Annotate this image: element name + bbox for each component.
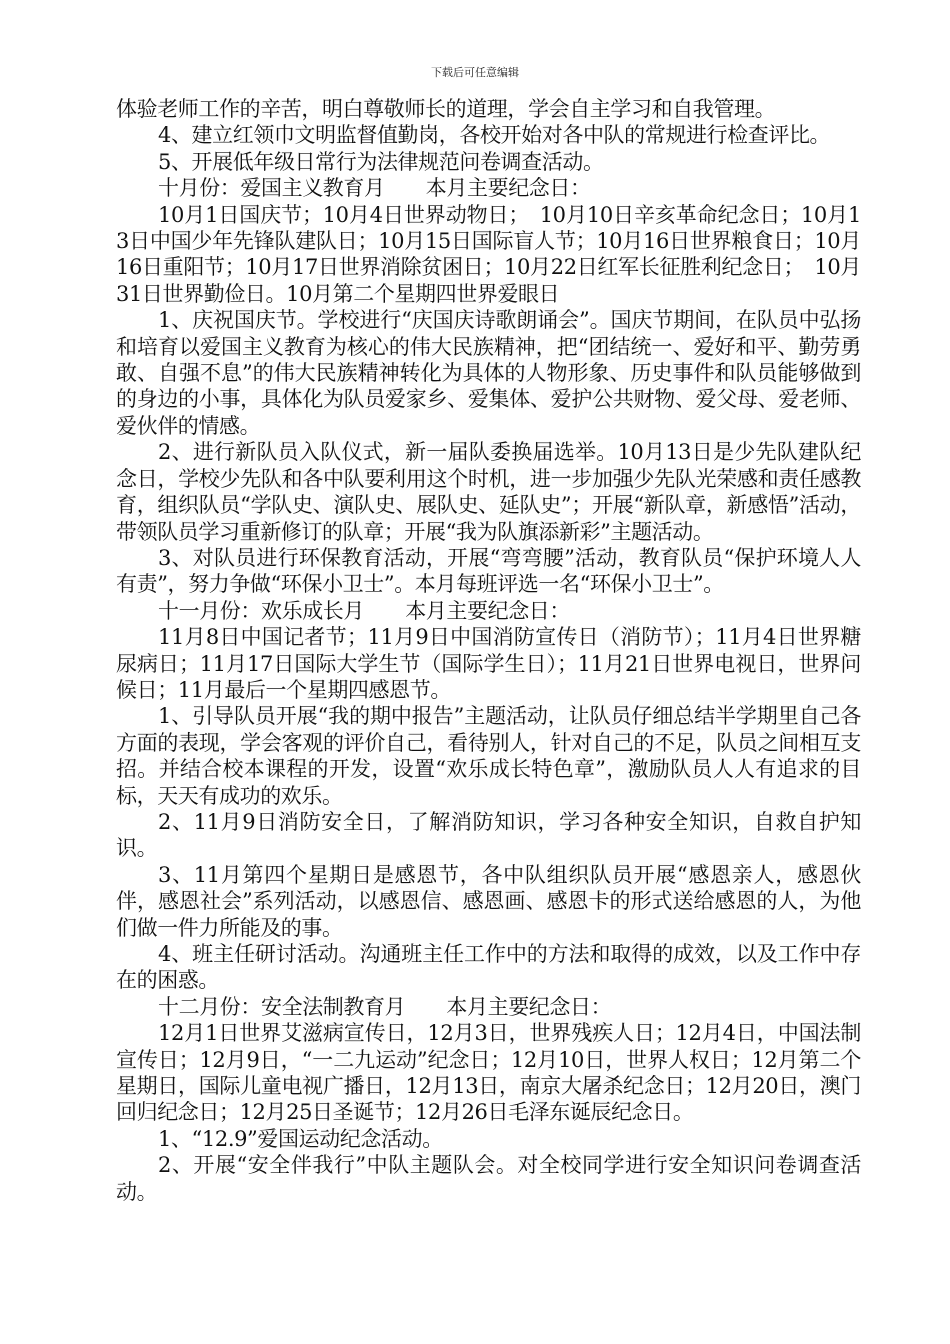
page-header: 下载后可任意编辑 [431,66,519,79]
paragraph: 1、引导队员开展“我的期中报告”主题活动，让队员仔细总结半学期里自己各方面的表现，学会客观的评价自己，看待别人，针对自己的不足，队员之间相互支招。并结合校本课程的开发，设置“欢乐成长特色章”，激励队员人人有追求的目标，天天有成功的欢乐。 [116,704,861,808]
paragraph: 4、建立红领巾文明监督值勤岗，各校开始对各中队的常规进行检查评比。 [158,123,831,148]
paragraph: 4、班主任研讨活动。沟通班主任工作中的方法和取得的成效，以及工作中存在的困惑。 [116,942,861,993]
paragraph: 十月份：爱国主义教育月 本月主要纪念日： [158,176,591,201]
paragraph: 3、11月第四个星期日是感恩节，各中队组织队员开展“感恩亲人，感恩伙伴，感恩社会”系列活动，以感恩信、感恩画、感恩卡的形式送给感恩的人，为他们做一件力所能及的事。 [116,862,861,940]
paragraph: 1、庆祝国庆节。学校进行“庆国庆诗歌朗诵会”。国庆节期间，在队员中弘扬和培育以爱国主义教育为核心的伟大民族精神，把“团结统一、爱好和平、勤劳勇敢、自强不息”的伟大民族精神转化为具体的人物形象、历史事件和队员能够做到的身边的小事，具体化为队员爱家乡、爱集体、爱护公共财物、爱父母、爱老师、爱伙伴的情感。 [116,308,861,438]
paragraph: 十二月份：安全法制教育月 本月主要纪念日： [158,994,612,1019]
paragraph: 1、“12.9”爱国运动纪念活动。 [158,1126,443,1151]
paragraph: 2、开展“安全伴我行”中队主题队会。对全校同学进行安全知识问卷调查活动。 [116,1153,861,1204]
paragraph: 12月1日世界艾滋病宣传日，12月3日，世界残疾人日；12月4日，中国法制宣传日；12月9日，“一二九运动”纪念日；12月10日，世界人权日；12月第二个星期日，国际儿童电视广播日，12月13日，南京大屠杀纪念日；12月20日，澳门回归纪念日；12月25日圣诞节；12月26日毛泽东诞辰纪念日。 [116,1021,861,1125]
paragraph: 体验老师工作的辛苦，明白尊敬师长的道理，学会自主学习和自我管理。 [116,97,776,121]
paragraph: 2、进行新队员入队仪式，新一届队委换届选举。10月13日是少先队建队纪念日，学校少先队和各中队要利用这个时机，进一步加强少先队光荣感和责任感教育，组织队员“学队史、演队史、展队史、延队史”；开展“新队章，新感悟”活动，带领队员学习重新修订的队章；开展“我为队旗添新彩”主题活动。 [116,440,861,544]
paragraph: 十一月份：欢乐成长月 本月主要纪念日： [158,598,570,623]
paragraph: 3、对队员进行环保教育活动，开展“弯弯腰”活动，教育队员“保护环境人人有责”，努力争做“环保小卫士”。本月每班评选一名“环保小卫士”。 [116,545,861,597]
paragraph: 10月1日国庆节；10月4日世界动物日； 10月10日辛亥革命纪念日；10月13日中国少年先锋队建队日；10月15日国际盲人节；10月16日世界粮食日；10月16日重阳节；10月17日世界消除贫困日；10月22日红军长征胜利纪念日； 10月31日世界勤俭日。10月第二个星期四世界爱眼日 [116,202,861,306]
paragraph: 5、开展低年级日常行为法律规范问卷调查活动。 [158,149,604,174]
paragraph: 11月8日中国记者节；11月9日中国消防宣传日（消防节）；11月4日世界糖尿病日；11月17日国际大学生节（国际学生日）；11月21日世界电视日，世界问候日；11月最后一个星期四感恩节。 [116,625,861,702]
document-body [116,96,861,1205]
paragraph: 2、11月9日消防安全日，了解消防知识，学习各种安全知识，自救自护知识。 [116,809,861,861]
